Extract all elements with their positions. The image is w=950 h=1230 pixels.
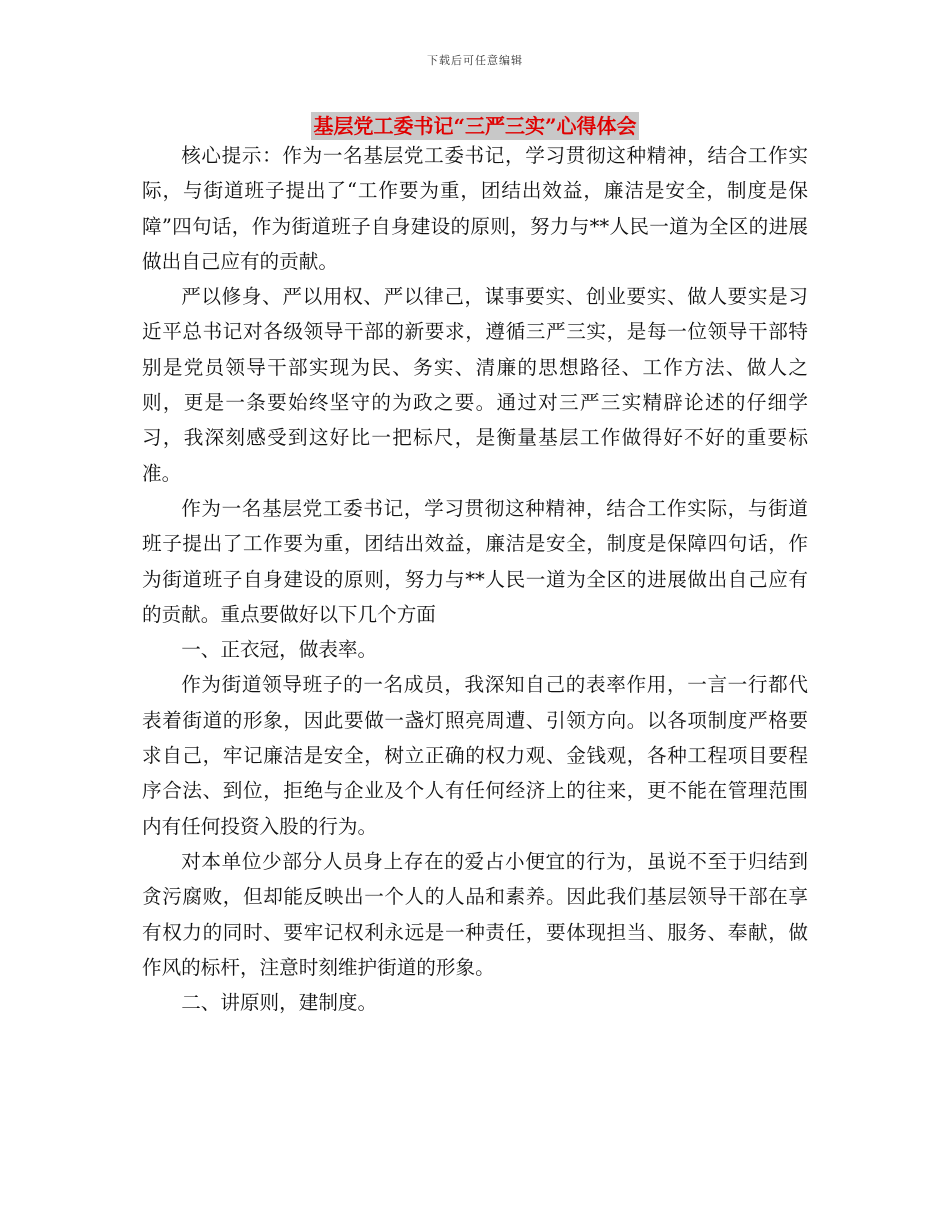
document-body (142, 138, 808, 1020)
paragraph-principles: 作为一名基层党工委书记，学习贯彻这种精神，结合工作实际，与街道班子提出了工作要为重，团结出效益，廉洁是安全，制度是保障四句话，作为街道班子自身建设的原则，努力与**人民一道为全区的进展做出自己应有的贡献。重点要做好以下几个方面 (142, 496, 808, 626)
title-container (0, 112, 950, 140)
section-heading-1: 一、正衣冠，做表率。 (181, 638, 378, 662)
document-title: 基层党工委书记“三严三实”心得体会 (313, 114, 637, 138)
section-heading-2: 二、讲原则，建制度。 (181, 991, 378, 1015)
paragraph-three-stricts: 严以修身、严以用权、严以律己，谋事要实、创业要实、做人要实是习近平总书记对各级领导干部的新要求，遵循三严三实，是每一位领导干部特别是党员领导干部实现为民、务实、清廉的思想路径、工作方法、做人之则，更是一条要始终坚守的为政之要。通过对三严三实精辟论述的仔细学习，我深刻感受到这好比一把标尺，是衡量基层工作做得好不好的重要标准。 (142, 285, 808, 485)
paragraph-integrity: 对本单位少部分人员身上存在的爱占小便宜的行为，虽说不至于归结到贪污腐败，但却能反映出一个人的人品和素养。因此我们基层领导干部在享有权力的同时、要牢记权利永远是一种责任，要体现担当、服务、奉献，做作风的标杆，注意时刻维护街道的形象。 (142, 849, 808, 979)
paragraph-role-model: 作为街道领导班子的一名成员，我深知自己的表率作用，一言一行都代表着街道的形象，因此要做一盏灯照亮周遭、引领方向。以各项制度严格要求自己，牢记廉洁是安全，树立正确的权力观、金钱观，各种工程项目要程序合法、到位，拒绝与企业及个人有任何经济上的往来，更不能在管理范围内有任何投资入股的行为。 (142, 673, 808, 838)
paragraph-core-summary: 核心提示：作为一名基层党工委书记，学习贯彻这种精神，结合工作实际，与街道班子提出了“工作要为重，团结出效益，廉洁是安全，制度是保障”四句话，作为街道班子自身建设的原则，努力与**人民一道为全区的进展做出自己应有的贡献。 (142, 144, 808, 273)
header-note: 下载后可任意编辑 (427, 54, 523, 67)
